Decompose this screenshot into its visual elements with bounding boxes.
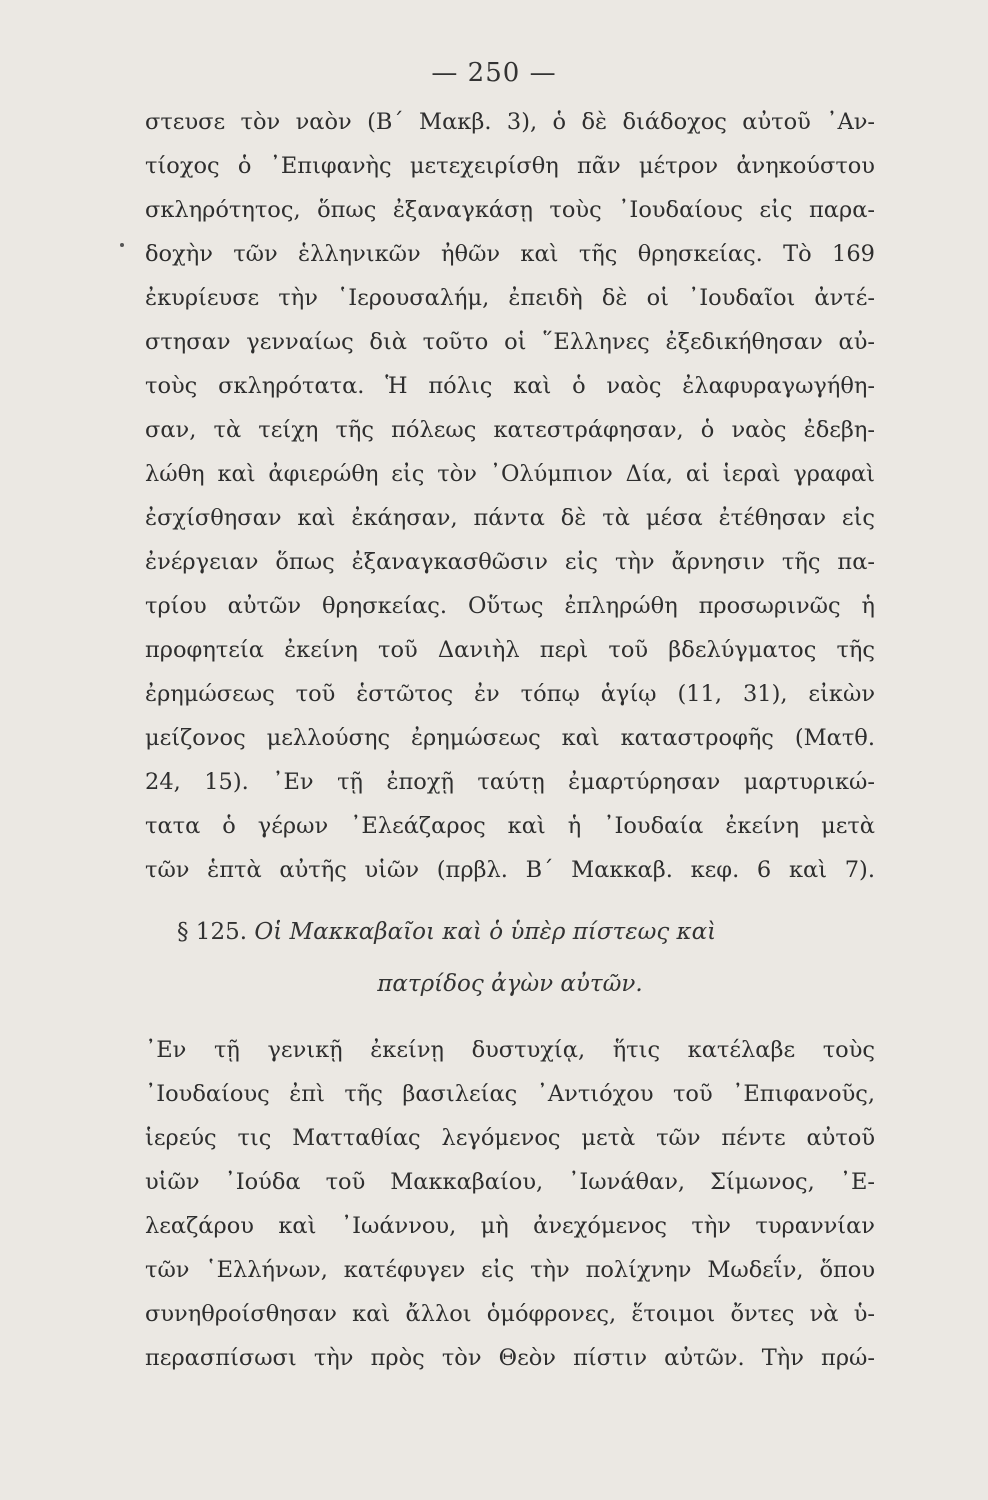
text-line: σκληρότητος, ὅπως ἐξαναγκάσῃ τοὺς ᾿Ιουδαίους εἰς παρα- [145,197,875,223]
text-line: τῶν ῾Ελλήνων, κατέφυγεν εἰς τὴν πολίχνην Μωδεΐν, ὅπου [145,1257,875,1283]
margin-dot-mark [120,243,124,247]
text-line: ᾿Εν τῇ γενικῇ ἐκείνῃ δυστυχίᾳ, ἥτις κατέλαβε τοὺς [145,1037,875,1063]
text-line: ἐσχίσθησαν καὶ ἐκάησαν, πάντα δὲ τὰ μέσα ἐτέθησαν εἰς [145,505,875,531]
text-line: τῶν ἑπτὰ αὐτῆς υἱῶν (πρβλ. Β΄ Μακκαβ. κεφ. 6 καὶ 7). [145,857,875,883]
text-line: λώθη καὶ ἀφιερώθη εἰς τὸν ᾿Ολύμπιον Δία, αἱ ἱεραὶ γραφαὶ [145,461,875,487]
text-line: μείζονος μελλούσης ἐρημώσεως καὶ καταστροφῆς (Ματθ. [145,725,875,751]
text-line: στευσε τὸν ναὸν (Β΄ Μακβ. 3), ὁ δὲ διάδοχος αὐτοῦ ᾿Αν- [145,109,875,135]
text-line: προφητεία ἐκείνη τοῦ Δανιὴλ περὶ τοῦ βδελύγματος τῆς [145,637,875,663]
text-line: δοχὴν τῶν ἑλληνικῶν ἠθῶν καὶ τῆς θρησκείας. Τὸ 169 [145,241,875,267]
text-line: τατα ὁ γέρων ᾿Ελεάζαρος καὶ ἡ ᾿Ιουδαία ἐκείνη μετὰ [145,813,875,839]
text-line: συνηθροίσθησαν καὶ ἄλλοι ὁμόφρονες, ἕτοιμοι ὄντες νὰ ὑ- [145,1301,875,1327]
text-line: περασπίσωσι τὴν πρὸς τὸν Θεὸν πίστιν αὐτῶν. Τὴν πρώ- [145,1345,875,1371]
text-line: τίοχος ὁ ᾿Επιφανὴς μετεχειρίσθη πᾶν μέτρον ἀνηκούστου [145,153,875,179]
section-title-part-2: πατρίδος ἀγὼν αὐτῶν. [377,971,643,997]
text-line: σαν, τὰ τείχη τῆς πόλεως κατεστράφησαν, ὁ ναὸς ἐδεβη- [145,417,875,443]
paragraph-2 [145,1028,875,1380]
text-line: 24, 15). ᾿Εν τῇ ἐποχῇ ταύτῃ ἐμαρτύρησαν μαρτυρικώ- [145,769,875,795]
text-line: στησαν γενναίως διὰ τοῦτο οἱ ῞Ελληνες ἐξεδικήθησαν αὐ- [145,329,875,355]
page-number: — 250 — [431,58,557,88]
text-line: υἱῶν ᾿Ιούδα τοῦ Μακκαβαίου, ᾿Ιωνάθαν, Σίμωνος, ᾿Ε- [145,1169,875,1195]
text-line: ἐνέργειαν ὅπως ἐξαναγκασθῶσιν εἰς τὴν ἄρνησιν τῆς πα- [145,549,875,575]
section-title-part-1: Οἱ Μακκαβαῖοι καὶ ὁ ὑπὲρ πίστεως καὶ [254,919,717,945]
paragraph-1 [145,100,875,892]
section-heading [145,910,875,1006]
section-number: § 125. [177,919,248,945]
text-line: ἱερεύς τις Ματταθίας λεγόμενος μετὰ τῶν πέντε αὐτοῦ [145,1125,875,1151]
text-line: λεαζάρου καὶ ᾿Ιωάννου, μὴ ἀνεχόμενος τὴν τυραννίαν [145,1213,875,1239]
text-line: τρίου αὐτῶν θρησκείας. Οὕτως ἐπληρώθη προσωρινῶς ἡ [145,593,875,619]
text-line: ἐρημώσεως τοῦ ἑστῶτος ἐν τόπῳ ἁγίῳ (11, 31), εἰκὼν [145,681,875,707]
text-line: ἐκυρίευσε τὴν ῾Ιερουσαλήμ, ἐπειδὴ δὲ οἱ ᾿Ιουδαῖοι ἀντέ- [145,285,875,311]
section-heading-line-1 [145,910,875,954]
text-line: τοὺς σκληρότατα. Ἡ πόλις καὶ ὁ ναὸς ἐλαφυραγωγήθη- [145,373,875,399]
text-line: ᾿Ιουδαίους ἐπὶ τῆς βασιλείας ᾿Αντιόχου τοῦ ᾿Επιφανοῦς, [145,1081,875,1107]
